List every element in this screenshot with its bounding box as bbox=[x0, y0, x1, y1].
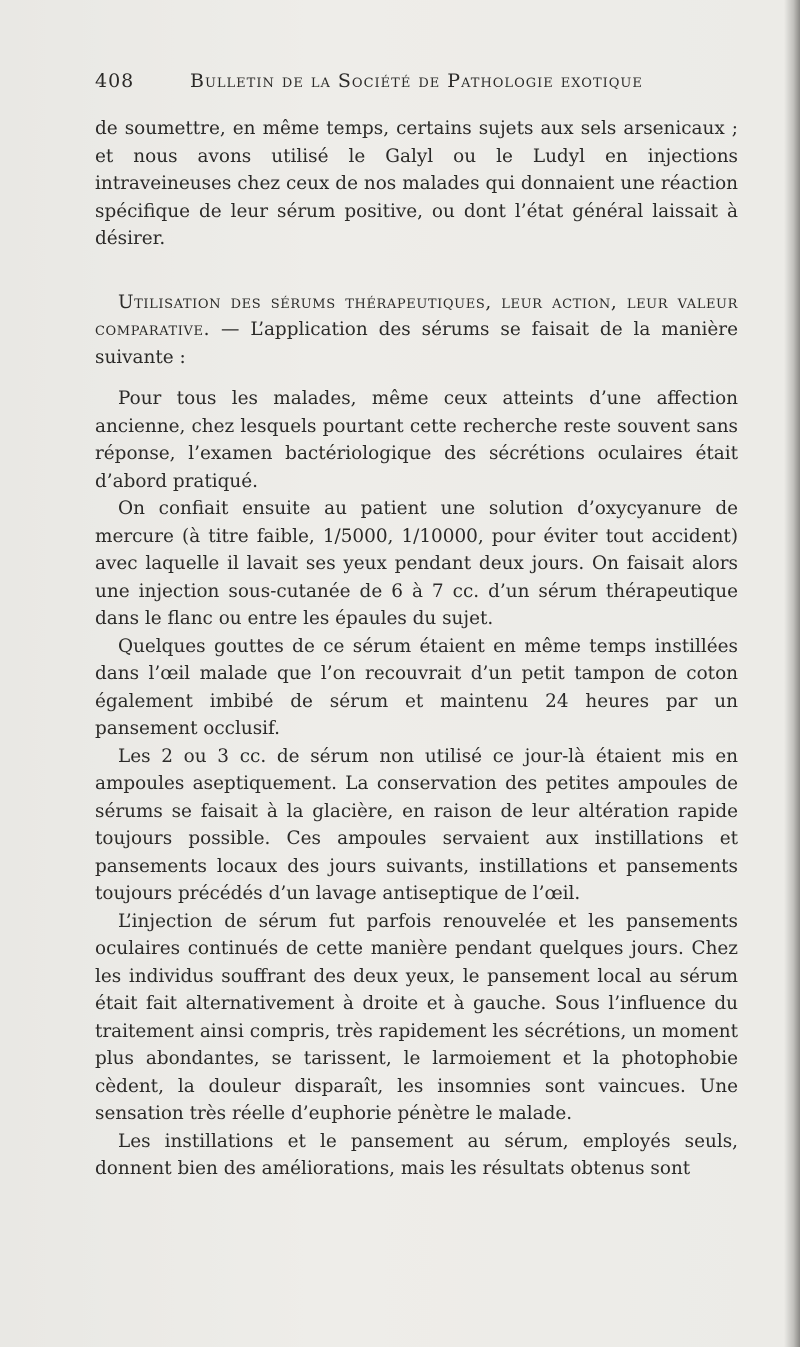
page-header bbox=[95, 70, 745, 96]
paragraph-instillation: Quelques gouttes de ce sérum étaient en même temps instillées dans l’œil malade que l’on recouvrait d’un petit tampon de coton également imbibé de sérum et maintenu 24 heures par un pansement occlusif. bbox=[95, 635, 738, 739]
paragraph-resultats: Les instillations et le pansement au sérum, employés seuls, donnent bien des améliorations, mais les résultats obtenus sont bbox=[95, 1130, 738, 1179]
paragraph-examen: Pour tous les malades, même ceux atteints d’une affection ancienne, chez lesquels pourtant cette recherche reste souvent sans réponse, l’examen bactériologique des sécrétions oculaires était d’abord pratiqué. bbox=[95, 388, 738, 492]
paragraph-section-utilisation bbox=[95, 289, 738, 372]
section-heading: Utilisation des sérums thérapeutiques, leur action, leur valeur comparative. bbox=[95, 291, 738, 340]
page-edge-shadow bbox=[784, 0, 800, 1347]
page-number: 408 bbox=[95, 70, 135, 92]
running-title: Bulletin de la Société de Pathologie exotique bbox=[190, 70, 643, 92]
paragraph-oxycyanure: On confiait ensuite au patient une solution d’oxycyanure de mercure (à titre faible, 1/5000, 1/10000, pour éviter tout accident) avec laquelle il lavait ses yeux pendant deux jours. On faisait alors une injection sous-cutanée de 6 à 7 cc. d’un sérum thérapeutique dans le flanc ou entre les épaules du sujet. bbox=[95, 498, 738, 629]
section-heading-continuation: — L’application des sérums se faisait de la manière suivante : bbox=[95, 319, 738, 368]
paragraph-ampoules: Les 2 ou 3 cc. de sérum non utilisé ce jour-là étaient mis en ampoules aseptiquement. La conservation des petites ampoules de sérums se faisait à la glacière, en raison de leur altération rapide toujours possible. Ces ampoules servaient aux instillations et pansements locaux des jours suivants, instillations et pansements toujours précédés d’un lavage antiseptique de l’œil. bbox=[95, 745, 738, 904]
body-text bbox=[95, 115, 738, 1183]
paragraph-injection: L’injection de sérum fut parfois renouvelée et les pansements oculaires continués de cette manière pendant quelques jours. Chez les individus souffrant des deux yeux, le pansement local au sérum était fait alternativement à droite et à gauche. Sous l’influence du traitement ainsi compris, très rapidement les sécrétions, un moment plus abondantes, se tarissent, le larmoiement et la photophobie cèdent, la douleur disparaît, les insomnies sont vaincues. Une sensation très réelle d’euphorie pénètre le malade. bbox=[95, 910, 738, 1124]
paragraph-arsenicaux: de soumettre, en même temps, certains sujets aux sels arsenicaux ; et nous avons utilisé le Galyl ou le Ludyl en injections intraveineuses chez ceux de nos malades qui donnaient une réaction spécifique de leur sérum positive, ou dont l’état général laissait à désirer. bbox=[95, 118, 738, 249]
